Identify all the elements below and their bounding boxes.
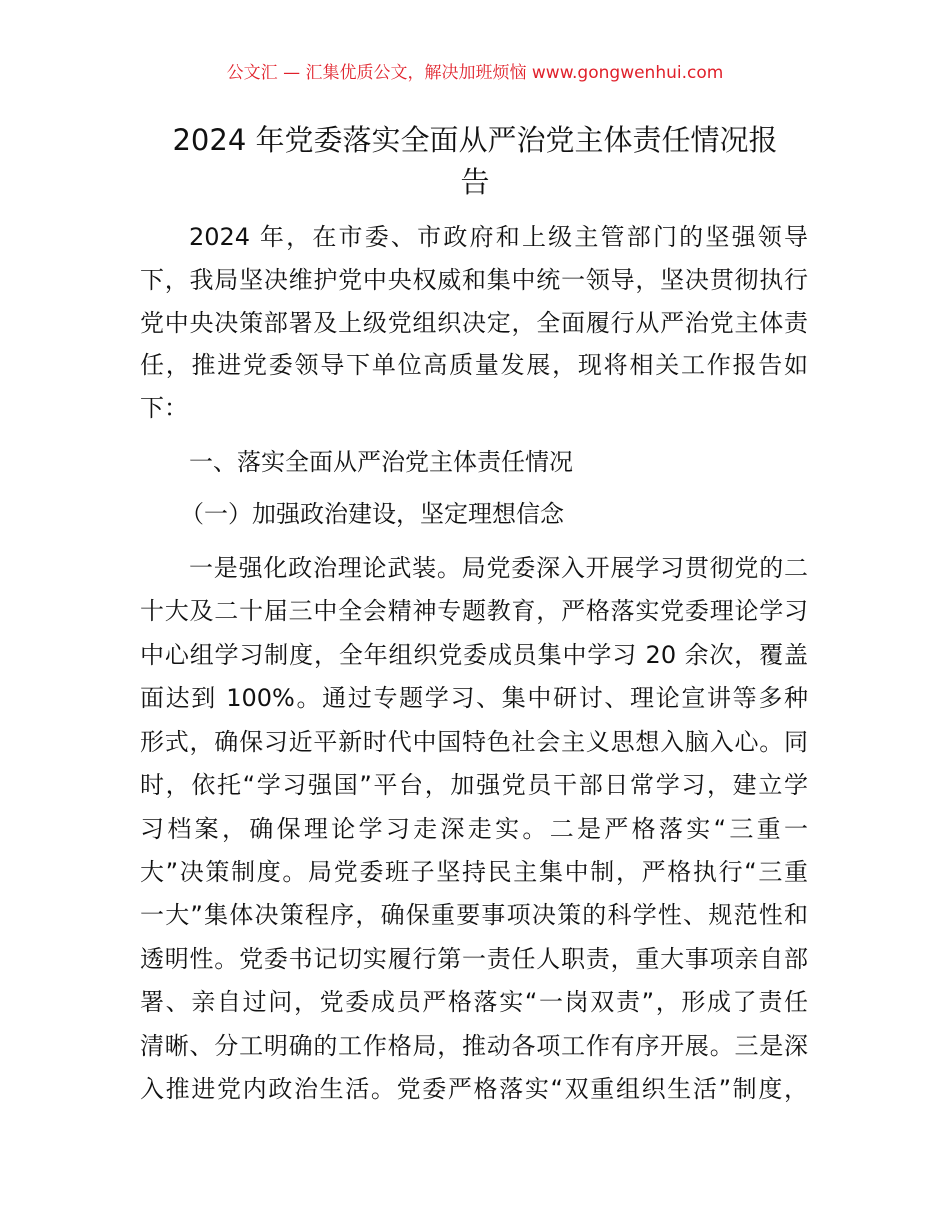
intro-line: 2024 年，在市委、市政府和上级主管部门的坚强领导 <box>189 223 808 251</box>
body-line: 大”决策制度。局党委班子坚持民主集中制，严格执行“三重 <box>140 858 808 886</box>
document-title-line1: 2024 年党委落实全面从严治党主体责任情况报 <box>172 123 778 157</box>
body-line: 形式，确保习近平新时代中国特色社会主义思想入脑入心。同 <box>140 728 808 756</box>
body-line: 入推进党内政治生活。党委严格落实“双重组织生活”制度， <box>140 1075 808 1103</box>
intro-line: 下，我局坚决维护党中央权威和集中统一领导，坚决贯彻执行 <box>140 266 808 294</box>
body-line: 一大”集体决策程序，确保重要事项决策的科学性、规范性和 <box>140 901 808 929</box>
intro-line: 下： <box>140 394 188 422</box>
body-line: 清晰、分工明确的工作格局，推动各项工作有序开展。三是深 <box>140 1032 808 1060</box>
body-line: 署、亲自过问，党委成员严格落实“一岗双责”，形成了责任 <box>140 988 808 1016</box>
body-line: 透明性。党委书记切实履行第一责任人职责，重大事项亲自部 <box>140 945 808 973</box>
body-line: 中心组学习制度，全年组织党委成员集中学习 20 余次，覆盖 <box>140 641 808 669</box>
section-heading: 一、落实全面从严治党主体责任情况 <box>189 448 573 476</box>
body-line: 十大及二十届三中全会精神专题教育，严格落实党委理论学习 <box>140 597 808 625</box>
body-line: 时，依托“学习强国”平台，加强党员干部日常学习，建立学 <box>140 771 808 799</box>
subsection-heading: （一）加强政治建设，坚定理想信念 <box>180 500 564 528</box>
intro-line: 任，推进党委领导下单位高质量发展，现将相关工作报告如 <box>140 351 808 379</box>
watermark-header: 公文汇 — 汇集优质公文，解决加班烦恼 www.gongwenhui.com <box>226 63 724 83</box>
intro-line: 党中央决策部署及上级党组织决定，全面履行从严治党主体责 <box>140 309 808 337</box>
body-line: 面达到 100%。通过专题学习、集中研讨、理论宣讲等多种 <box>140 684 808 712</box>
document-title-line2: 告 <box>460 165 490 199</box>
body-line: 习档案，确保理论学习走深走实。二是严格落实“三重一 <box>140 815 808 843</box>
body-line: 一是强化政治理论武装。局党委深入开展学习贯彻党的二 <box>189 554 808 582</box>
